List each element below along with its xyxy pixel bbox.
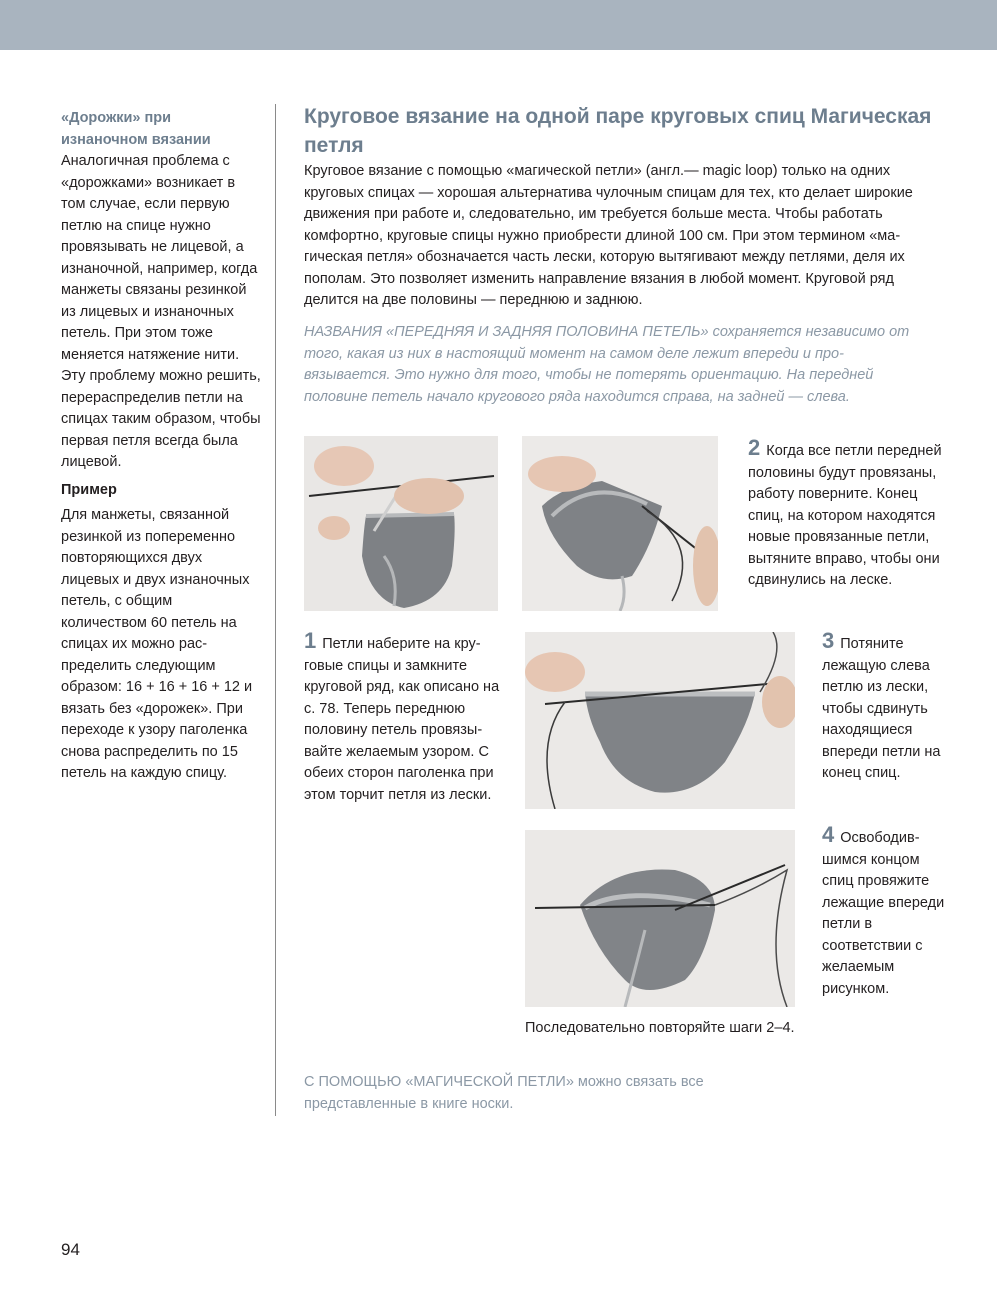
- page-title: Круговое вязание на одной паре круговых спиц Магическая петля: [304, 105, 932, 157]
- intro-paragraph: Круговое вязание с помощью «магической петли» (англ.— magic loop) только на одних круговых спицах — хорошая альтернатива чулочным спицам для тех, кто делает широкие движения при работе и, следовательно, им требуется больше места. Чтобы работать комфортно, круговые спицы нужно приобрести длиной 100 см. При этом термином «магическая петля» обозначается часть лески, которую вытягивают между петлями, деля их пополам. Это позволяет изменить направление вязания в любой момент. Круговой ряд делится на две половины — переднюю и заднюю.: [304, 163, 913, 308]
- photo-step-2: [522, 436, 718, 611]
- footnote-rest: можно связать все представленные в книге носки.: [304, 1074, 704, 1112]
- sidebar: [61, 108, 261, 785]
- step-2-text: Когда все петли передней половины будут провязаны, работу поверните. Конец спиц, на котором находятся новые провязанные петли, вытяните вправо, чтобы они сдвинулись на леске.: [748, 443, 942, 588]
- step-1: [304, 628, 504, 806]
- footnote-caps: С ПОМОЩЬЮ «МАГИЧЕСКОЙ ПЕТЛИ»: [304, 1074, 574, 1090]
- step-4-number: 4: [822, 822, 835, 847]
- column-divider: [275, 104, 276, 1116]
- sidebar-heading: «Дорожки» при изнаночном вязании: [61, 110, 211, 148]
- header-band: [0, 0, 997, 50]
- page-number: 94: [61, 1240, 80, 1259]
- photo-step-3: [525, 632, 795, 809]
- example-heading: Пример: [61, 481, 117, 498]
- step-4-text: Освободившимся концом спиц провяжите лежащие впереди петли в соответствии с желаемым рисунком.: [822, 830, 945, 997]
- step-3-text: Потяните лежащую слева петлю из лески, чтобы сдвинуть находящиеся впереди петли на конец спиц.: [822, 636, 941, 781]
- step-1-number: 1: [304, 628, 317, 653]
- sidebar-text: Аналогичная проблема с «дорожками» возникает в том случае, если первую петлю на спице нужно провязывать не лицевой, а изнаночной, например, когда манжеты связаны резинкой из лицевых и изнаночных петель. При этом тоже меняется натяжение нити. Эту проблему можно решить, перераспределив петли на спицах таким образом, чтобы первая петля всегда была лицевой.: [61, 153, 261, 470]
- step-3-number: 3: [822, 628, 835, 653]
- step-1-text: Петли наберите на круговые спицы и замкните круговой ряд, как описано на с. 78. Теперь переднюю половину петель провязывайте желаемым узором. С обеих сторон паголенка при этом торчит петля из лески.: [304, 636, 500, 803]
- note-rest: сохраняется независимо от того, какая из них в настоящий момент на самом деле лежит впереди и провязывается. Это нужно для того, чтобы не потерять ориентацию. На передней половине петель начало кругового ряда находится справа, на задней — слева.: [304, 324, 910, 405]
- repeat-instruction: Последовательно повторяйте шаги 2–4.: [525, 1020, 795, 1036]
- note-paragraph: [304, 322, 924, 408]
- step-4: [822, 822, 947, 1000]
- example-text: Для манжеты, связанной резинкой из попеременно повторяющихся двух лицевых и двух изнаночных петель, с общим количеством 60 петель на спицах их можно распределить следующим образом: 16 + 16 + 16 + 12 и вязать без «дорожек». При переходе к узору паголенка снова распределить по 15 петель на каждую спицу.: [61, 507, 253, 781]
- step-2: [748, 435, 943, 592]
- photo-step-4: [525, 830, 795, 1007]
- step-3: [822, 628, 947, 785]
- photo-step-1: [304, 436, 498, 611]
- step-2-number: 2: [748, 435, 761, 460]
- footnote: [304, 1072, 744, 1115]
- note-caps: НАЗВАНИЯ «ПЕРЕДНЯЯ И ЗАДНЯЯ ПОЛОВИНА ПЕТЕЛЬ»: [304, 324, 709, 340]
